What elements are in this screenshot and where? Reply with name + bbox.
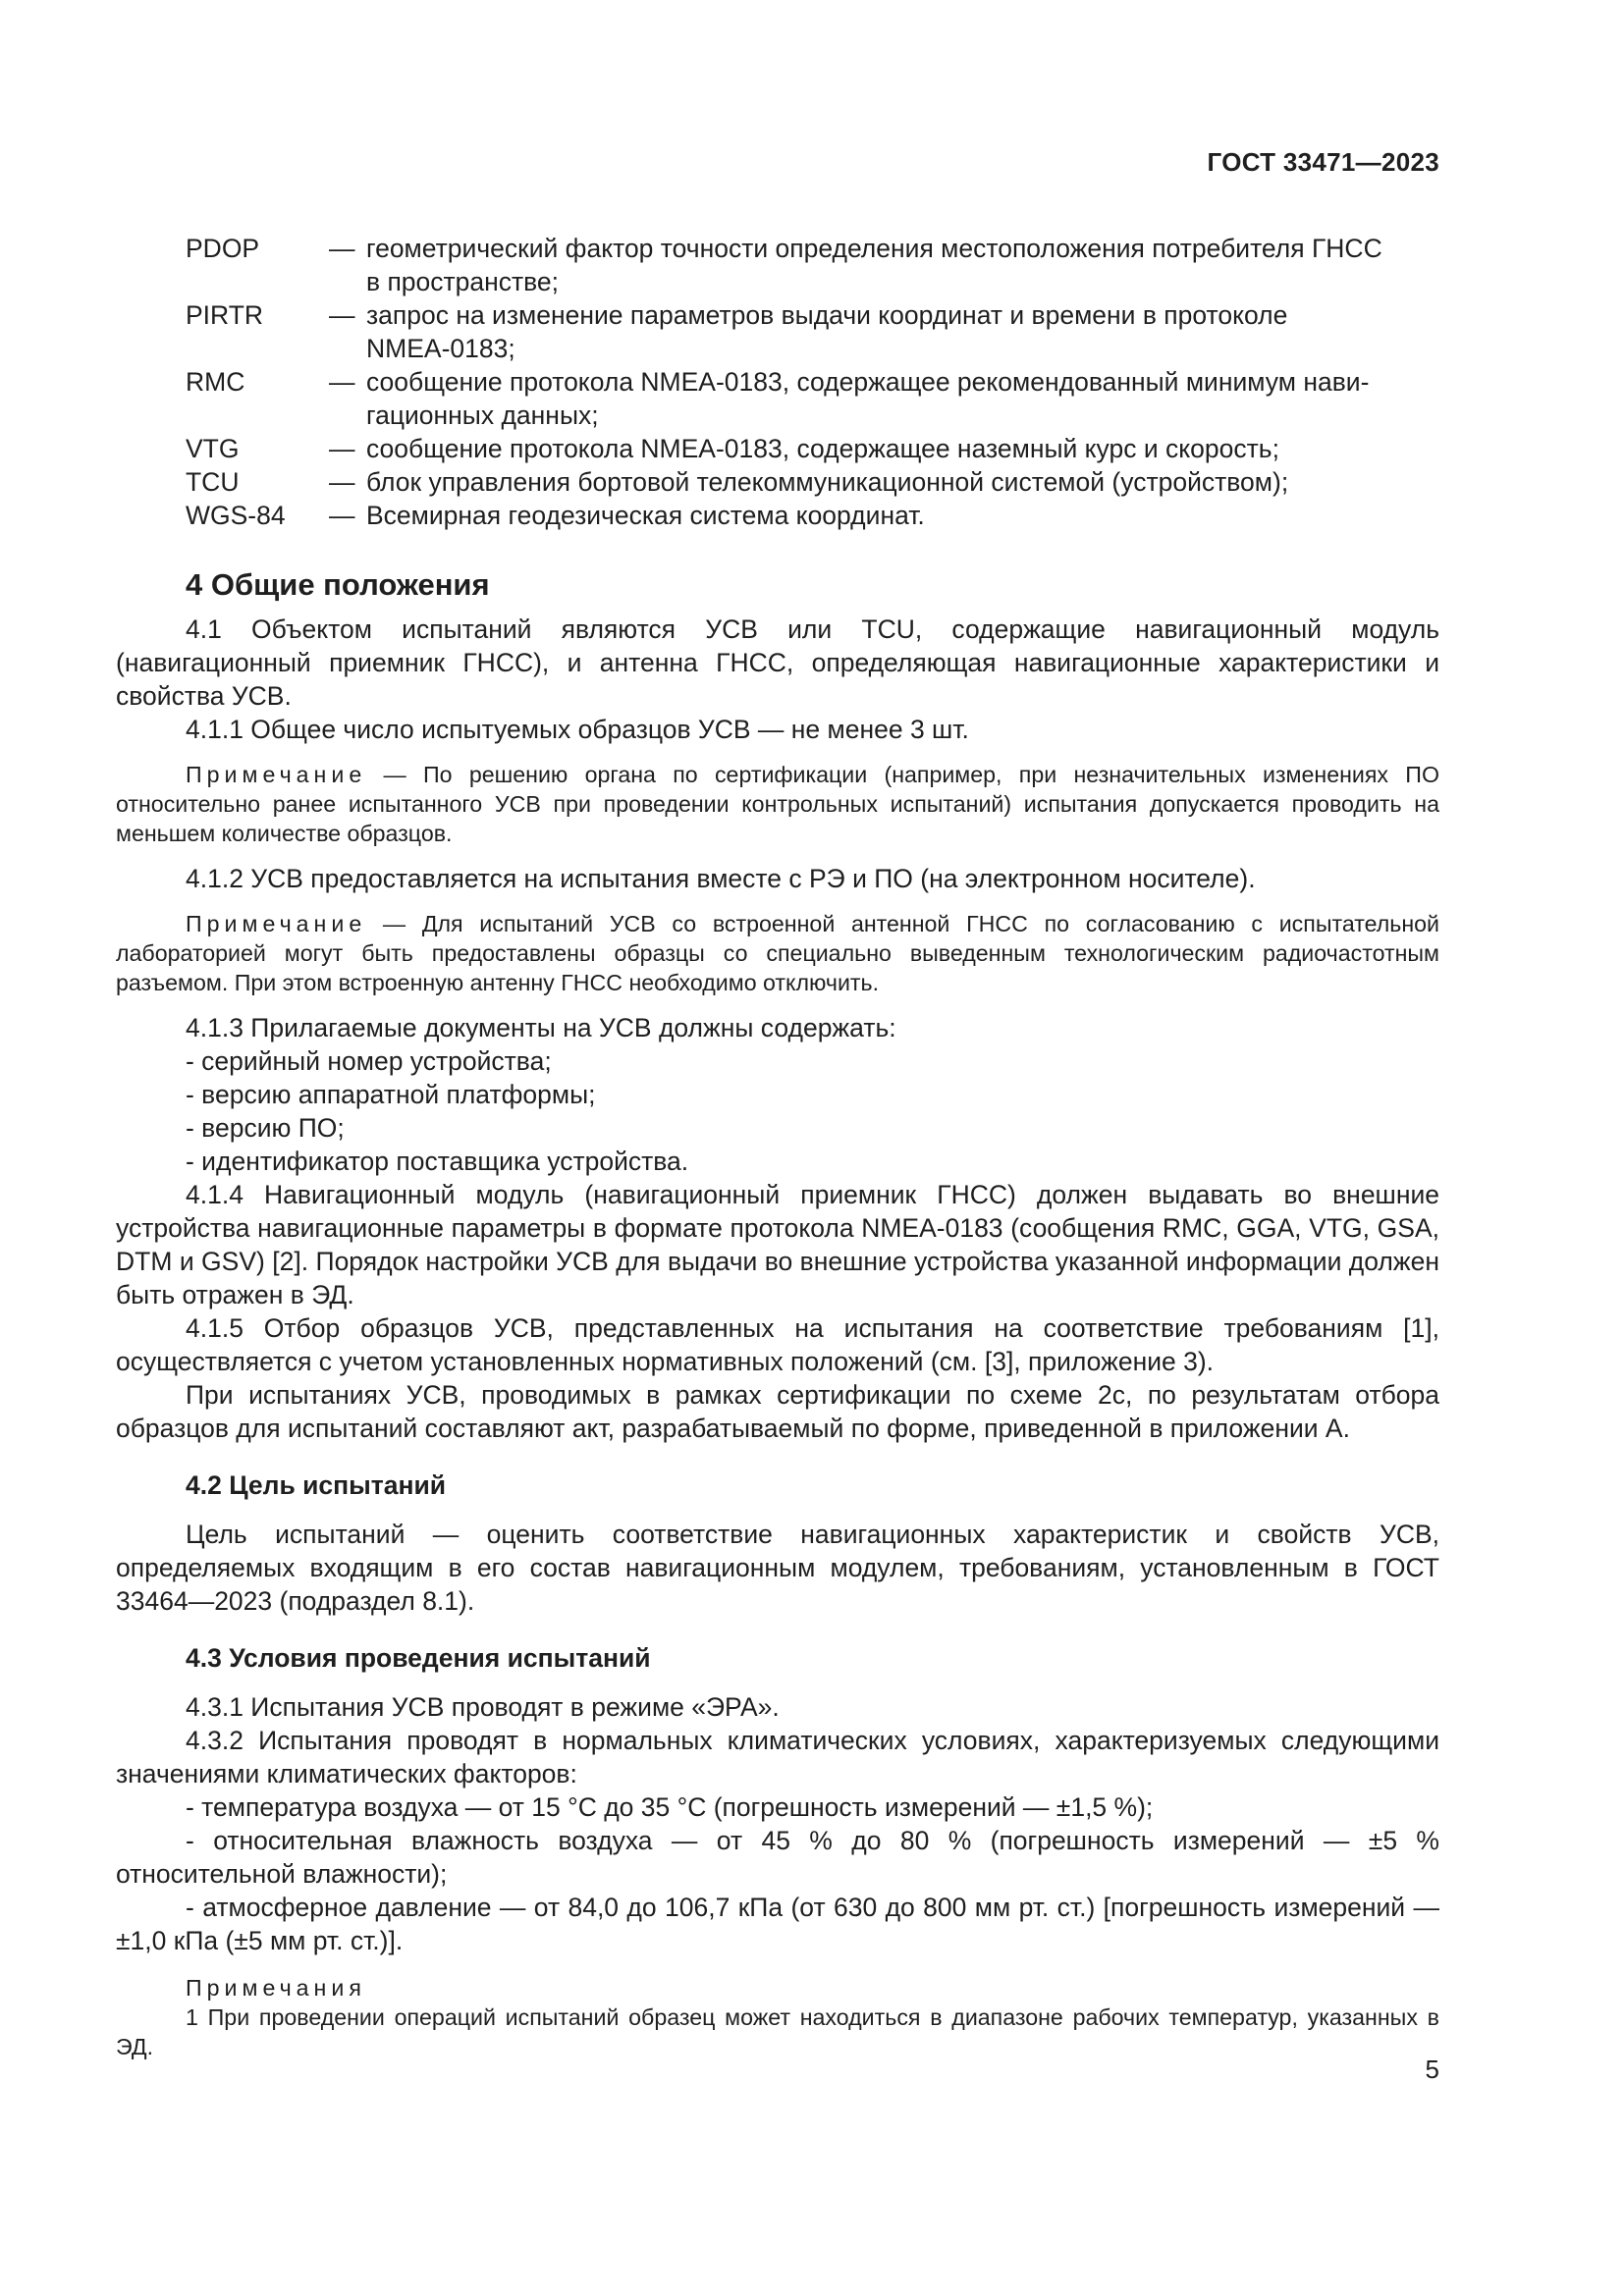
abbreviation-definition: сообщение протокола NMEA-0183, содержащее наземный курс и скорость; bbox=[366, 434, 1279, 463]
document-body bbox=[116, 232, 1439, 2061]
note-label: Примечание bbox=[186, 762, 367, 787]
abbreviation-definition-continuation: NMEA-0183; bbox=[366, 334, 515, 363]
section-heading: 4 Общие положения bbox=[186, 567, 490, 602]
paragraph-4-1-3: 4.1.3 Прилагаемые документы на УСВ должны содержать: bbox=[186, 1013, 896, 1042]
abbreviation-definition-continuation: в пространстве; bbox=[366, 267, 560, 296]
document-id-header: ГОСТ 33471—2023 bbox=[1207, 147, 1439, 177]
notes-title: Примечания bbox=[186, 1975, 366, 2001]
list-item: - идентификатор поставщика устройства. bbox=[186, 1147, 689, 1176]
abbreviation-list bbox=[116, 232, 1439, 532]
abbreviation-dash: — bbox=[329, 234, 355, 263]
list-item: - серийный номер устройства; bbox=[186, 1046, 552, 1076]
paragraph-4-3-2: 4.3.2 Испытания проводят в нормальных климатических условиях, характеризуемых следующими значениями климатических факторов: bbox=[116, 1726, 1439, 1789]
paragraph-4-1-5: 4.1.5 Отбор образцов УСВ, представленных на испытания на соответствие требованиям [1], осуществляется с учетом установленных нормативных положений (см. [3], приложение 3). bbox=[116, 1313, 1439, 1376]
paragraph-4-1: 4.1 Объектом испытаний являются УСВ или TCU, содержащие навигационный модуль (навигационный приемник ГНСС), и антенна ГНСС, определяющая навигационные характеристики и свойства УСВ. bbox=[116, 614, 1439, 711]
abbreviation-term: PIRTR bbox=[186, 300, 264, 330]
abbreviation-definition-line: запрос на изменение параметров выдачи координат и времени в протоколе bbox=[366, 300, 1288, 330]
list-item: - версию ПО; bbox=[186, 1113, 345, 1143]
subsection-heading: 4.3 Условия проведения испытаний bbox=[186, 1643, 651, 1673]
abbreviation-dash: — bbox=[329, 501, 355, 530]
abbreviation-row bbox=[116, 298, 1439, 365]
abbreviation-term: TCU bbox=[186, 467, 240, 497]
paragraph-4-2: Цель испытаний — оценить соответствие навигационных характеристик и свойств УСВ, определяемых входящим в его состав навигационным модулем, требованиям, установленным в ГОСТ 33464—2023 (подраздел 8.1). bbox=[116, 1520, 1439, 1616]
paragraph-4-1-5-continued: При испытаниях УСВ, проводимых в рамках сертификации по схеме 2с, по результатам отбора образцов для испытаний составляют акт, разрабатываемый по форме, приведенной в приложении А. bbox=[116, 1380, 1439, 1443]
abbreviation-definition bbox=[366, 298, 1439, 365]
note-block bbox=[116, 760, 1439, 848]
subsection-heading: 4.2 Цель испытаний bbox=[186, 1470, 447, 1500]
abbreviation-definition bbox=[366, 232, 1439, 298]
list-item: - температура воздуха — от 15 °С до 35 °С (погрешность измерений — ±1,5 %); bbox=[186, 1792, 1154, 1822]
abbreviation-definition: Всемирная геодезическая система координат. bbox=[366, 501, 925, 530]
abbreviation-dash: — bbox=[329, 300, 355, 330]
abbreviation-definition: блок управления бортовой телекоммуникационной системой (устройством); bbox=[366, 467, 1289, 497]
note-label: Примечание bbox=[186, 911, 367, 936]
paragraph-4-1-1: 4.1.1 Общее число испытуемых образцов УСВ — не менее 3 шт. bbox=[186, 715, 969, 744]
list-item: - относительная влажность воздуха — от 45 % до 80 % (погрешность измерений — ±5 % относительной влажности); bbox=[116, 1826, 1439, 1889]
abbreviation-dash: — bbox=[329, 367, 355, 397]
paragraph-4-1-4: 4.1.4 Навигационный модуль (навигационный приемник ГНСС) должен выдавать во внешние устройства навигационные параметры в формате протокола NMEA-0183 (сообщения RMC, GGA, VTG, GSA, DTM и GSV) [2]. Порядок настройки УСВ для выдачи во внешние устройства указанной информации должен быть отражен в ЭД. bbox=[116, 1180, 1439, 1309]
list-item: - версию аппаратной платформы; bbox=[186, 1080, 596, 1109]
abbreviation-definition-line: сообщение протокола NMEA-0183, содержащее рекомендованный минимум нави- bbox=[366, 367, 1370, 397]
list-item: - атмосферное давление — от 84,0 до 106,7 кПа (от 630 до 800 мм рт. ст.) [погрешность измерений — ±1,0 кПа (±5 мм рт. ст.)]. bbox=[116, 1893, 1439, 1955]
abbreviation-dash: — bbox=[329, 434, 355, 463]
abbreviation-term: WGS-84 bbox=[186, 501, 286, 530]
abbreviation-definition bbox=[366, 365, 1439, 432]
note-text: — По решению органа по сертификации (например, при незначительных изменениях ПО относительно ранее испытанного УСВ при проведении контрольных испытаний) испытания допускается проводить на меньшем количестве образцов. bbox=[116, 762, 1439, 846]
abbreviation-definition-continuation: гационных данных; bbox=[366, 400, 599, 430]
abbreviation-definition-line: геометрический фактор точности определения местоположения потребителя ГНСС bbox=[366, 234, 1382, 263]
page-number: 5 bbox=[1425, 2055, 1439, 2084]
note-text: — Для испытаний УСВ со встроенной антенной ГНСС по согласованию с испытательной лабораторией могут быть предоставлены образцы со специально выведенным технологическим радиочастотным разъемом. При этом встроенную антенну ГНСС необходимо отключить. bbox=[116, 911, 1439, 995]
abbreviation-row bbox=[116, 465, 1439, 499]
abbreviation-row bbox=[116, 499, 1439, 532]
abbreviation-row bbox=[116, 432, 1439, 465]
abbreviation-row bbox=[116, 365, 1439, 432]
abbreviation-dash: — bbox=[329, 467, 355, 497]
note-block bbox=[116, 909, 1439, 997]
paragraph-4-1-2: 4.1.2 УСВ предоставляется на испытания вместе с РЭ и ПО (на электронном носителе). bbox=[186, 864, 1256, 893]
abbreviation-term: RMC bbox=[186, 367, 245, 397]
abbreviation-term: VTG bbox=[186, 434, 240, 463]
paragraph-4-3-1: 4.3.1 Испытания УСВ проводят в режиме «ЭРА». bbox=[186, 1692, 780, 1722]
abbreviation-row bbox=[116, 232, 1439, 298]
note-item: 1 При проведении операций испытаний образец может находиться в диапазоне рабочих температур, указанных в ЭД. bbox=[116, 2004, 1439, 2059]
abbreviation-term: PDOP bbox=[186, 234, 260, 263]
